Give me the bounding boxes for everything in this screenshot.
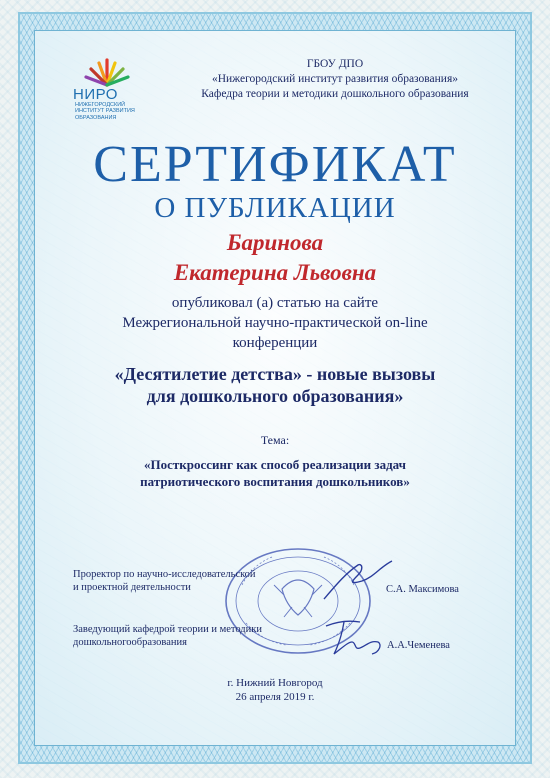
signatory-2-name: А.А.Чеменева	[387, 640, 450, 651]
conference-title	[60, 363, 490, 407]
recipient-given-names: Екатерина Львовна	[173, 260, 377, 285]
conference-line-1: «Десятилетие детства» - новые вызовы	[114, 364, 436, 384]
org-line-3: Кафедра теории и методики дошкольного образования	[201, 88, 469, 100]
signatory-1-role	[73, 568, 303, 594]
topic-label: Тема:	[260, 433, 290, 447]
signatory-2-role-line-2: дошкольногообразования	[73, 637, 187, 648]
signatory-1-name: С.А. Максимова	[386, 584, 459, 595]
footer-date: 26 апреля 2019 г.	[235, 691, 315, 703]
topic-line-1: «Посткроссинг как способ реализации задач	[144, 457, 406, 472]
body-line-1: опубликовал (а) статью на сайте	[171, 295, 379, 311]
topic-line-2: патриотического воспитания дошкольников»	[140, 474, 410, 489]
logo-subtitle: НИЖЕГОРОДСКИЙ ИНСТИТУТ РАЗВИТИЯ ОБРАЗОВАНИЯ	[75, 102, 135, 121]
signatory-2-role	[73, 623, 303, 649]
certificate-subtitle: О ПУБЛИКАЦИИ	[154, 192, 396, 224]
signature-chemeneva-icon	[322, 612, 388, 660]
certificate-title: СЕРТИФИКАТ	[93, 136, 457, 193]
certificate-footer	[60, 676, 490, 704]
body-line-2: Межрегиональной научно-практической on-line	[122, 315, 428, 331]
org-line-1: ГБОУ ДПО	[306, 58, 364, 70]
topic-text	[80, 456, 470, 490]
org-line-2: «Нижегородский институт развития образования»	[211, 73, 459, 85]
signature-maksimova-icon	[318, 555, 398, 605]
signatory-2-role-line-1: Заведующий кафедрой теории и методики	[73, 624, 262, 635]
certificate-body	[70, 293, 480, 353]
logo-wordmark: НИРО	[73, 86, 118, 103]
body-line-3: конференции	[232, 335, 318, 351]
footer-city: г. Нижний Новгород	[227, 677, 323, 689]
recipient-surname: Баринова	[226, 230, 324, 255]
signatory-1-role-line-1: Проректор по научно-исследовательской	[73, 569, 256, 580]
signatory-1-role-line-2: и проектной деятельности	[73, 582, 191, 593]
conference-line-2: для дошкольного образования»	[146, 386, 404, 406]
organization-header	[150, 57, 520, 102]
